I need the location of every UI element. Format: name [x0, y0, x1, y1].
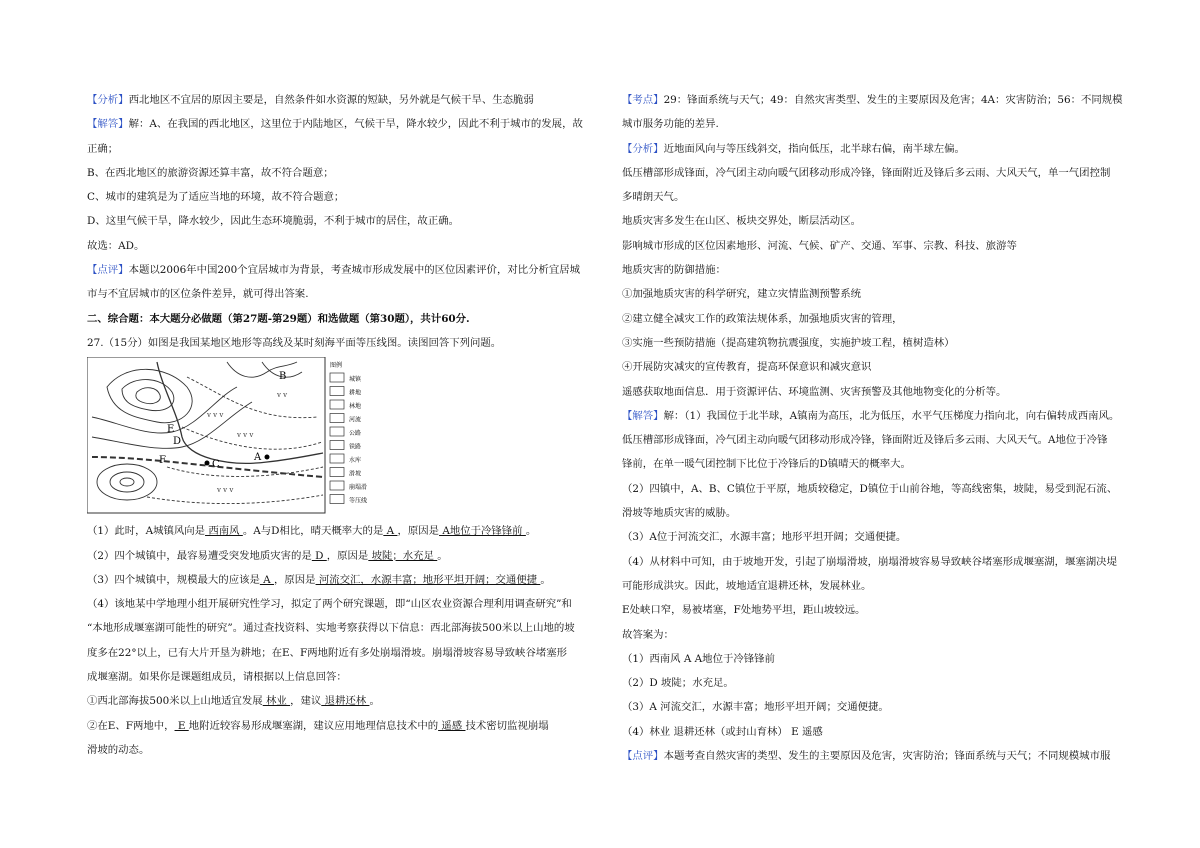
left-column: [87, 88, 603, 762]
line-text: 可能形成洪灾。因此，坡地适宜退耕还林，发展林业。: [622, 579, 872, 592]
text-line: [622, 452, 1138, 476]
answer-blank: D: [311, 549, 327, 562]
question-line: [87, 519, 603, 543]
question-text: 。: [437, 549, 448, 562]
line-text: 城市服务功能的差异.: [622, 118, 719, 131]
line-text: 27.（15分）如图是我国某地区地形等高线及某时刻海平面等压线图。读图回答下列问题。: [87, 336, 502, 349]
line-text: 解：（1）我国位于北半球，A镇南为高压，北为低压，水平气压梯度力指向北，向右偏转成西南风。: [663, 409, 1120, 422]
line-text: （2）四镇中，A、B、C镇位于平原，地质较稳定，D镇位于山前谷地，等高线密集，坡陡，易受到泥石流、: [622, 482, 1118, 495]
question-text: 地附近较容易形成堰塞湖，建议应用地理信息技术中的: [188, 719, 439, 732]
text-line: [622, 209, 1138, 233]
legend-label: 公路: [349, 430, 362, 438]
text-line: [87, 112, 603, 136]
legend-label: 崩塌滑: [349, 484, 368, 492]
question-text: ，原因是: [397, 525, 440, 538]
town-d-label: D: [173, 436, 182, 448]
text-line: [622, 501, 1138, 525]
question-text: 成堰塞湖。如果你是课题组成员，请根据以上信息回答：: [87, 671, 347, 684]
question-text: 技术密切监视崩塌: [465, 719, 549, 732]
section-tag: 【解答】: [87, 118, 129, 131]
section-tag: 【点评】: [622, 750, 664, 763]
line-text: ③实施一些预防措施（提高建筑物抗震强度，实施护坡工程，植树造林）: [622, 336, 955, 349]
line-text: （4）林业 退耕还林（或封山育林） E 遥感: [622, 725, 823, 738]
legend-label: 耕地: [349, 389, 362, 397]
legend-label: 滑坡: [349, 470, 362, 478]
text-line: [87, 234, 603, 258]
legend-swatch: [330, 454, 344, 463]
text-line: [87, 185, 603, 209]
line-text: 二、综合题：本大题分必做题（第27题-第29题）和选做题（第30题），共计60分.: [87, 312, 470, 325]
line-text: 地质灾害多发生在山区、板块交界处，断层活动区。: [622, 215, 861, 228]
line-text: C、城市的建筑是为了适应当地的环境，故不符合题意；: [87, 191, 345, 204]
legend-swatch: [330, 468, 344, 477]
question-block: [87, 519, 603, 762]
question-text: 滑坡的动态。: [87, 743, 150, 756]
line-text: 29：锋面系统与天气；49：自然灾害类型、发生的主要原因及危害；4A：灾害防治；56：不同规模: [663, 94, 1123, 106]
text-line: [87, 137, 603, 161]
contour-map-figure: [87, 357, 603, 515]
text-line: [87, 307, 603, 331]
question-text: 。: [369, 695, 380, 708]
line-text: 地质灾害的防御措施：: [622, 264, 726, 277]
text-line: [622, 282, 1138, 306]
text-line: [622, 647, 1138, 671]
question-text: （3）四个城镇中，规模最大的应该是: [87, 573, 260, 586]
line-text: 解：A、在我国的西北地区，这里位于内陆地区，气候干旱，降水较少，因此不利于城市的发展，故: [128, 118, 583, 131]
text-line: [622, 695, 1138, 719]
line-text: 近地面风向与等压线斜交，指向低压，北半球右偏，南半球左偏。: [663, 142, 965, 155]
question-line: [87, 689, 603, 713]
question-text: “本地形成堰塞湖可能性的研究”。通过查找资料、实地考察获得以下信息：西北部海拔500米以上山地的坡: [87, 622, 575, 635]
map-legend: [330, 373, 367, 505]
legend-label: 河流: [349, 416, 362, 424]
text-line: [622, 574, 1138, 598]
legend-swatch: [330, 427, 344, 436]
text-line: [622, 550, 1138, 574]
section-tag: 【考点】: [622, 94, 664, 106]
line-text: D、这里气候干旱，降水较少，因此生态环境脆弱，不利于城市的居住，故正确。: [87, 215, 459, 228]
text-line: [87, 209, 603, 233]
point-f-label: F: [159, 455, 166, 467]
legend-label: 城镇: [349, 376, 362, 384]
line-text: B、在西北地区的旅游资源还算丰富，故不符合题意；: [87, 166, 334, 179]
text-line: [622, 88, 1138, 112]
legend-swatch: [330, 481, 344, 490]
svg-text:v v: v v: [277, 391, 288, 400]
question-text: 。A与D相比，晴天概率大的是: [242, 525, 384, 538]
text-line: [622, 720, 1138, 744]
answer-blank: 河流交汇，水源丰富；地形平坦开阔；交通便捷: [315, 573, 541, 586]
line-text: 低压槽部形成锋面，冷气团主动向暖气团移动形成冷锋，锋面附近及锋后多云雨、大风天气。A地位于冷锋: [622, 434, 1108, 447]
line-text: 遥感获取地面信息．用于资源评估、环境监测、灾害预警及其他地物变化的分析等。: [622, 385, 1007, 398]
line-text: 滑坡等地质灾害的威胁。: [622, 507, 737, 520]
text-line: [622, 234, 1138, 258]
line-text: 本题考查自然灾害的类型、发生的主要原因及危害，灾害防治；锋面系统与天气；不同规模城市服: [663, 750, 1111, 763]
legend-label: 水库: [349, 457, 362, 465]
line-text: E处峡口窄，易被堵塞，F处地势平坦，距山坡较远。: [622, 604, 866, 617]
town-c-label: C: [212, 459, 220, 471]
question-text: ，原因是: [273, 573, 316, 586]
legend-swatch: [330, 414, 344, 423]
question-text: ，建议: [290, 695, 322, 708]
line-text: （4）从材料中可知，由于坡地开发，引起了崩塌滑坡，崩塌滑坡容易导致峡谷堵塞形成堰塞湖，堰塞湖决堤: [622, 555, 1117, 568]
question-line: [87, 592, 603, 616]
answer-blank: A: [383, 525, 398, 538]
legend-label: 等压线: [349, 497, 368, 505]
text-line: [622, 185, 1138, 209]
line-text: 正确；: [87, 142, 119, 155]
line-text: 低压槽部形成锋面，冷气团主动向暖气团移动形成冷锋，锋面附近及锋后多云雨、大风天气，单一气团控制: [622, 166, 1111, 179]
line-text: ②建立健全减灾工作的政策法规体系，加强地质灾害的管理，: [622, 312, 903, 325]
line-text: 本题以2006年中国200个宜居城市为背景，考查城市形成发展中的区位因素评价，对比分析宜居城: [128, 264, 581, 277]
text-line: [622, 137, 1138, 161]
answer-blank: 退耕还林: [321, 695, 370, 708]
svg-text:v v v: v v v: [207, 411, 224, 420]
town-a-label: A: [254, 452, 262, 464]
line-text: 市与不宜居城市的区位条件差异，就可得出答案.: [87, 288, 309, 301]
legend-swatch: [330, 373, 344, 382]
text-line: [622, 598, 1138, 622]
question-line: [87, 616, 603, 640]
answer-blank: E: [174, 719, 189, 732]
text-line: [622, 671, 1138, 695]
question-text: （4）该地某中学地理小组开展研究性学习，拟定了两个研究课题，即“山区农业资源合理利用调查研究”和: [87, 598, 572, 611]
question-text: ②在E、F两地中，: [87, 719, 175, 732]
legend-swatch: [330, 387, 344, 396]
svg-text:v v v: v v v: [217, 486, 234, 495]
answer-blank: 西南风: [205, 525, 243, 538]
text-line: [622, 380, 1138, 404]
question-text: ①西北部海拔500米以上山地适宜发展: [87, 695, 263, 708]
answer-blank: 遥感: [438, 719, 466, 732]
text-line: [622, 477, 1138, 501]
question-text: （1）此时，A城镇风向是: [87, 525, 206, 538]
question-text: 度多在22°以上，已有大片开垦为耕地；在E、F两地附近有多处崩塌滑坡。崩塌滑坡容易导致峡谷堵塞形: [87, 646, 568, 659]
section-tag: 【解答】: [622, 409, 664, 422]
question-line: [87, 738, 603, 762]
legend-title: 图例: [330, 362, 343, 370]
legend-swatch: [330, 441, 344, 450]
text-line: [87, 161, 603, 185]
line-text: （1）西南风 A A地位于冷锋锋前: [622, 652, 775, 665]
question-line: [87, 714, 603, 738]
line-text: （3）A 河流交汇，水源丰富；地形平坦开阔；交通便捷。: [622, 701, 889, 714]
text-line: [622, 525, 1138, 549]
line-text: ④开展防灾减灾的宣传教育，提高环保意识和减灾意识: [622, 361, 872, 374]
legend-swatch: [330, 400, 344, 409]
legend-swatch: [330, 495, 344, 504]
section-tag: 【点评】: [87, 264, 129, 277]
question-line: [87, 544, 603, 568]
town-b-label: B: [279, 371, 287, 383]
line-text: （2）D 坡陡；水充足。: [622, 677, 734, 690]
right-column: [622, 88, 1138, 768]
point-e-label: E: [167, 424, 175, 436]
text-line: [622, 623, 1138, 647]
section-tag: 【分析】: [87, 94, 129, 106]
line-text: 多晴朗天气。: [622, 191, 685, 204]
text-line: [622, 428, 1138, 452]
line-text: ①加强地质灾害的科学研究，建立灾情监测预警系统: [622, 288, 861, 301]
right-text-block: [622, 88, 1138, 768]
line-text: 西北地区不宜居的原因主要是，自然条件如水资源的短缺，另外就是气候干旱、生态脆弱: [128, 94, 534, 106]
text-line: [87, 331, 603, 355]
line-text: 锋前，在单一暖气团控制下比位于冷锋后的D镇晴天的概率大。: [622, 458, 911, 471]
question-text: 。: [525, 525, 537, 538]
text-line: [87, 282, 603, 306]
legend-label: 铁路: [349, 443, 362, 451]
question-line: [87, 641, 603, 665]
answer-blank: 坡陡；水充足: [368, 549, 438, 562]
answer-blank: 林业: [262, 695, 291, 708]
text-line: [622, 307, 1138, 331]
line-text: 影响城市形成的区位因素地形、河流、气候、矿产、交通、军事、宗教、科技、旅游等: [622, 239, 1017, 252]
text-line: [622, 112, 1138, 136]
text-line: [622, 331, 1138, 355]
line-text: 故答案为：: [622, 628, 674, 641]
text-line: [622, 404, 1138, 428]
line-text: 故选：AD。: [87, 239, 145, 252]
question-text: （2）四个城镇中，最容易遭受突发地质灾害的是: [87, 549, 312, 562]
text-line: [622, 161, 1138, 185]
question-line: [87, 665, 603, 689]
text-line: [87, 88, 603, 112]
line-text: （3）A位于河流交汇，水源丰富；地形平坦开阔；交通便捷。: [622, 531, 907, 544]
legend-label: 林地: [349, 403, 362, 411]
question-text: ，原因是: [326, 549, 369, 562]
left-text-block: [87, 88, 603, 355]
question-text: 。: [540, 573, 551, 586]
contour-map: [87, 357, 387, 515]
svg-text:v v v: v v v: [237, 431, 254, 440]
text-line: [622, 744, 1138, 768]
text-line: [622, 355, 1138, 379]
answer-blank: A: [259, 573, 274, 586]
text-line: [87, 258, 603, 282]
text-line: [622, 258, 1138, 282]
answer-blank: A地位于冷锋锋前: [439, 525, 526, 538]
section-tag: 【分析】: [622, 142, 664, 155]
question-line: [87, 568, 603, 592]
